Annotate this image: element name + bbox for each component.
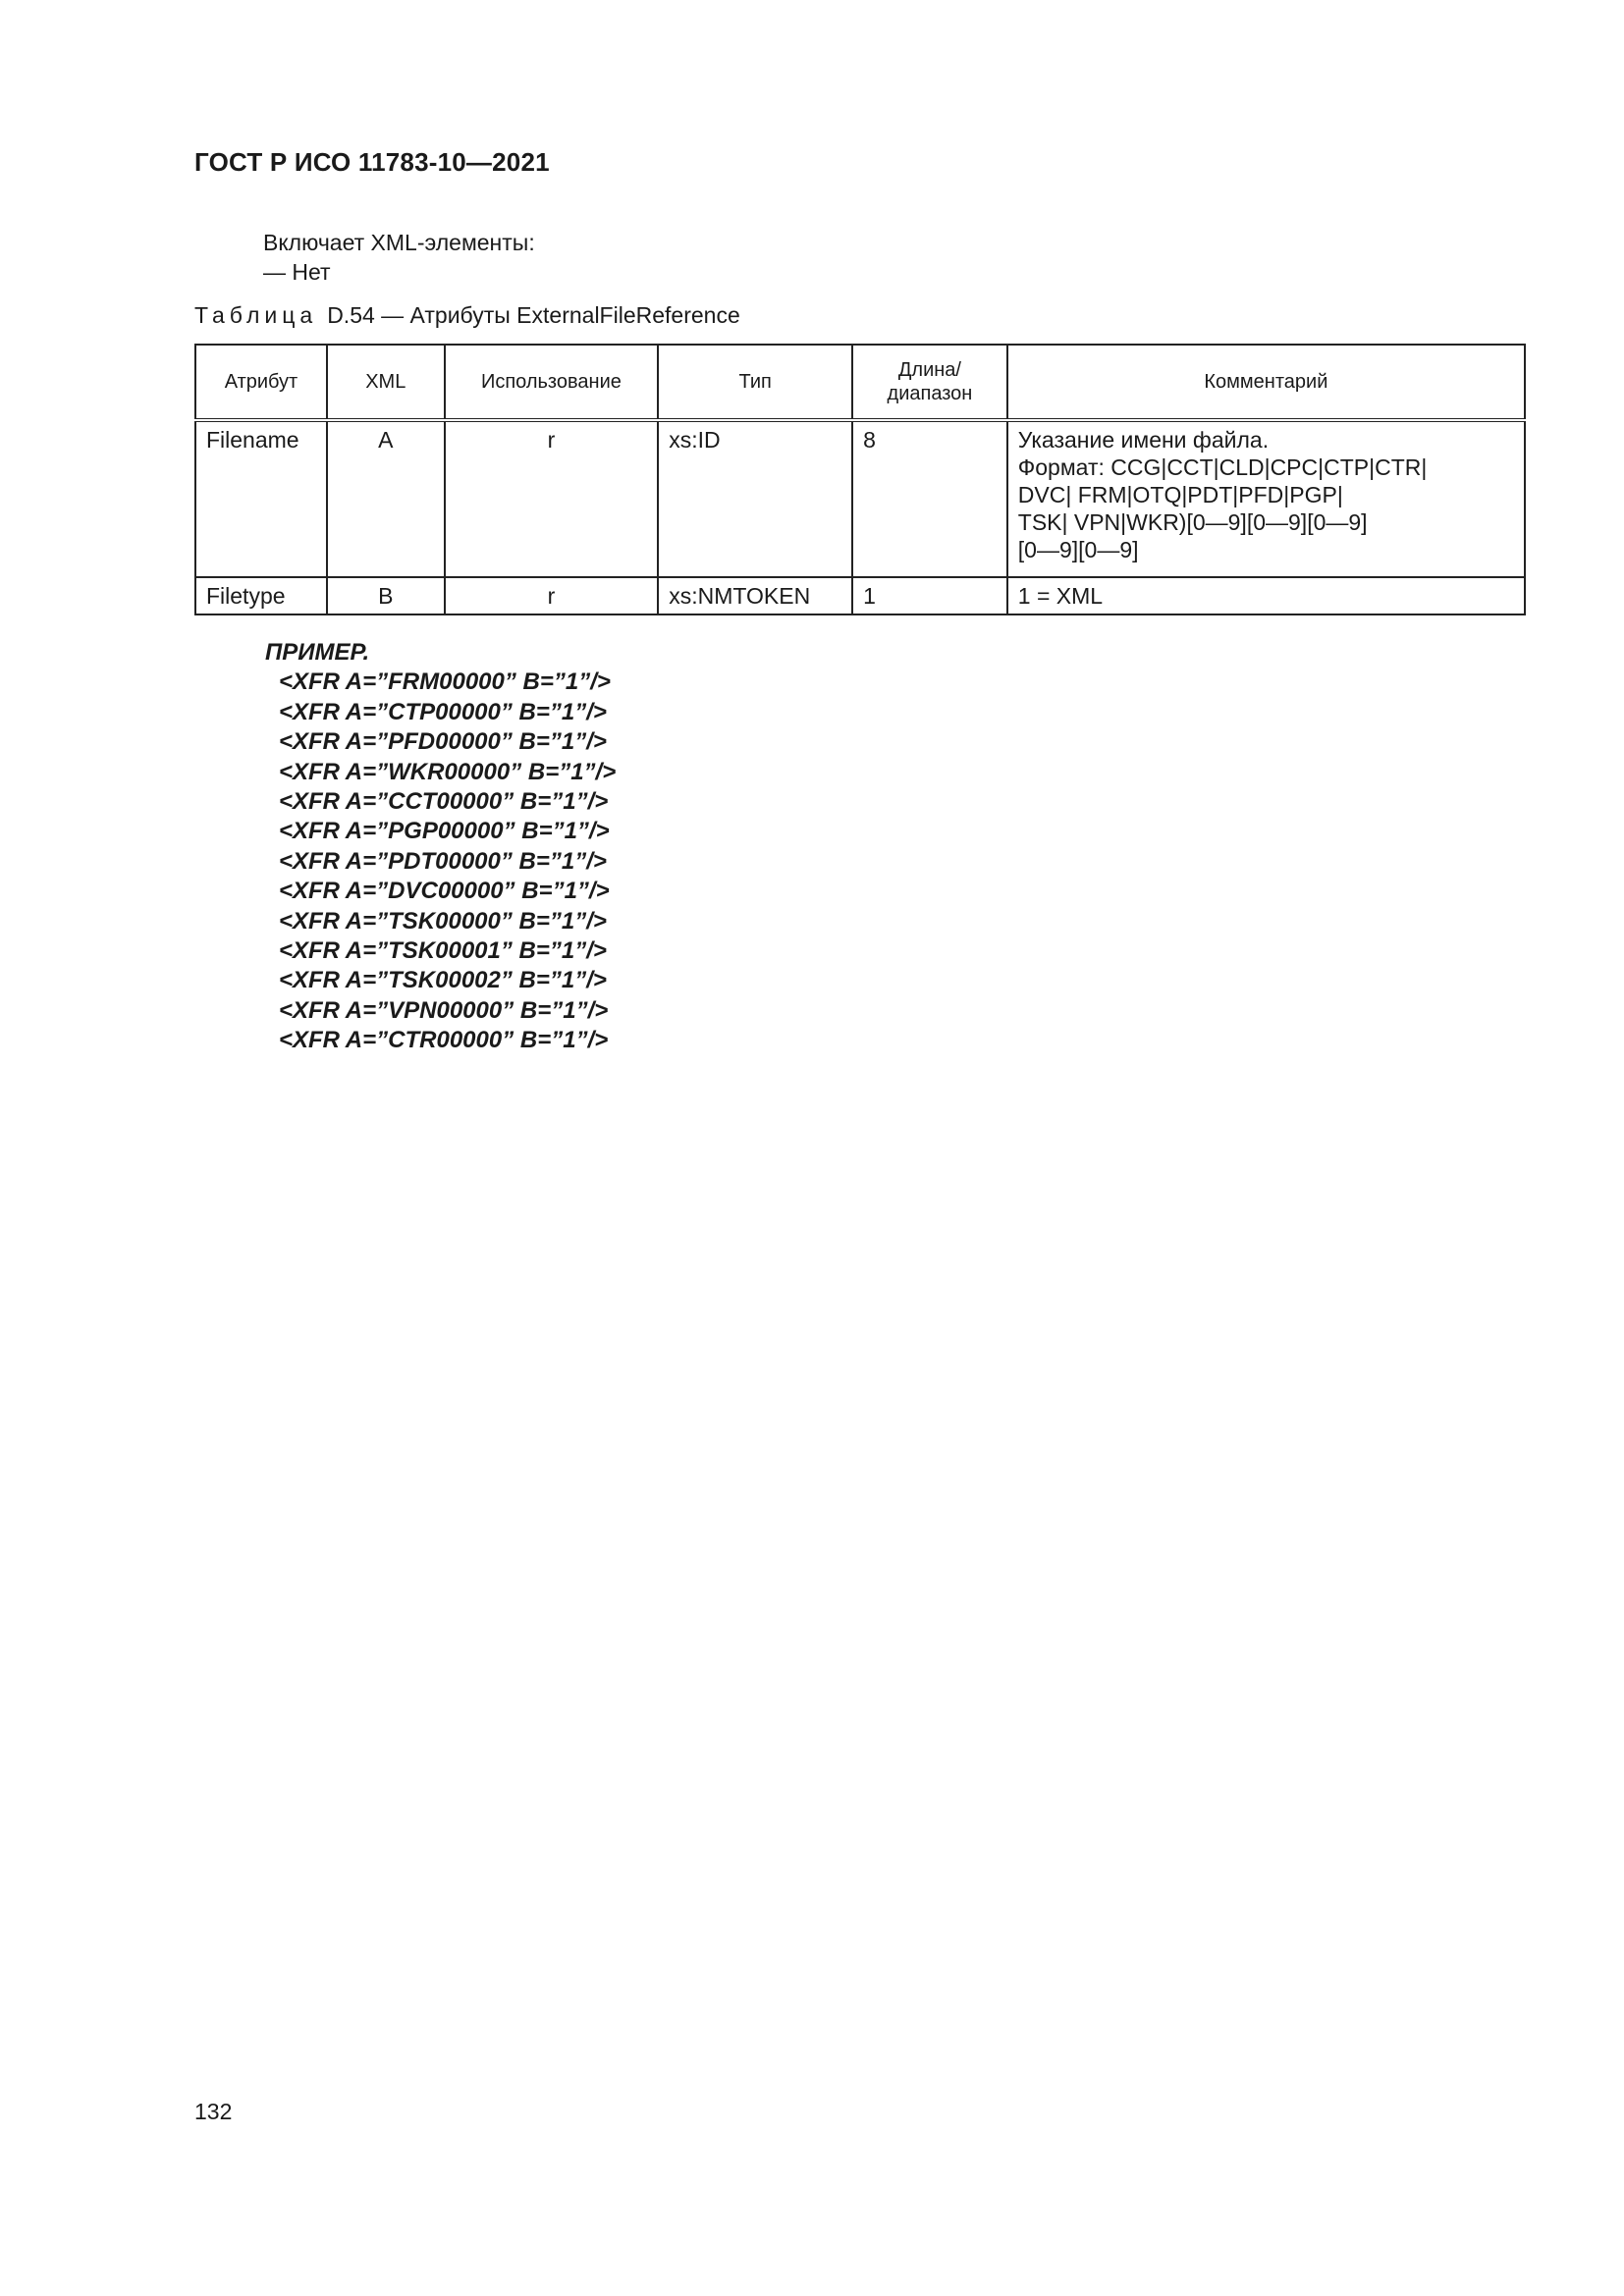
example-code-line: <XFR A=”PFD00000” B=”1”/> [279, 728, 607, 756]
page-number: 132 [194, 2099, 233, 2124]
example-code-line: <XFR A=”DVC00000” B=”1”/> [279, 878, 610, 905]
includes-block [263, 228, 535, 287]
header-xml: XML [327, 345, 445, 420]
cell-comment [1007, 577, 1525, 614]
comment-line: Формат: CCG|CCT|CLD|CPC|CTP|CTR| [1017, 454, 1428, 480]
example-code-line: <XFR A=”VPN00000” B=”1”/> [279, 996, 609, 1024]
table-caption-text: D.54 — Атрибуты ExternalFileReference [327, 302, 740, 328]
cell-usage: r [445, 577, 659, 614]
table-row [195, 577, 1525, 614]
header-length-line2: диапазон [887, 383, 973, 404]
cell-xml: B [327, 577, 445, 614]
cell-comment [1007, 420, 1525, 577]
example-title: ПРИМЕР. [265, 639, 370, 666]
example-code-line: <XFR A=”TSK00002” B=”1”/> [279, 967, 607, 994]
table-header-row [195, 345, 1525, 420]
example-code-line: <XFR A=”PDT00000” B=”1”/> [279, 847, 607, 875]
header-type: Тип [658, 345, 852, 420]
cell-length: 8 [852, 420, 1007, 577]
header-usage: Использование [445, 345, 659, 420]
header-attribute: Атрибут [195, 345, 327, 420]
includes-value: — Нет [263, 259, 331, 285]
example-code-line: <XFR A=”CCT00000” B=”1”/> [279, 788, 609, 816]
example-code-line: <XFR A=”CTR00000” B=”1”/> [279, 1027, 609, 1054]
example-code-line: <XFR A=”WKR00000” B=”1”/> [279, 758, 617, 785]
cell-attribute: Filename [195, 420, 327, 577]
example-code-line: <XFR A=”CTP00000” B=”1”/> [279, 698, 607, 725]
example-code-line: <XFR A=”PGP00000” B=”1”/> [279, 818, 610, 845]
cell-type: xs:ID [658, 420, 852, 577]
header-comment: Комментарий [1007, 345, 1525, 420]
example-block [265, 638, 616, 1056]
comment-line: [0—9][0—9] [1017, 537, 1139, 562]
document-title: ГОСТ Р ИСО 11783-10—2021 [194, 147, 550, 177]
cell-usage: r [445, 420, 659, 577]
comment-line: DVC| FRM|OTQ|PDT|PFD|PGP| [1017, 482, 1343, 507]
table-row [195, 420, 1525, 577]
header-length [852, 345, 1007, 420]
table-caption [194, 302, 740, 329]
comment-line: TSK| VPN|WKR)[0—9][0—9][0—9] [1017, 509, 1368, 535]
attributes-table [194, 344, 1526, 615]
example-code-line: <XFR A=”TSK00001” B=”1”/> [279, 937, 607, 965]
cell-xml: A [327, 420, 445, 577]
cell-length: 1 [852, 577, 1007, 614]
comment-line: 1 = XML [1017, 583, 1104, 609]
header-length-line1: Длина/ [897, 359, 961, 381]
includes-label: Включает XML-элементы: [263, 230, 535, 255]
example-code-line: <XFR A=”TSK00000” B=”1”/> [279, 907, 607, 934]
example-code-line: <XFR A=”FRM00000” B=”1”/> [279, 668, 611, 696]
comment-line: Указание имени файла. [1017, 427, 1270, 453]
cell-type: xs:NMTOKEN [658, 577, 852, 614]
cell-attribute: Filetype [195, 577, 327, 614]
table-caption-label: Таблица [194, 302, 318, 328]
